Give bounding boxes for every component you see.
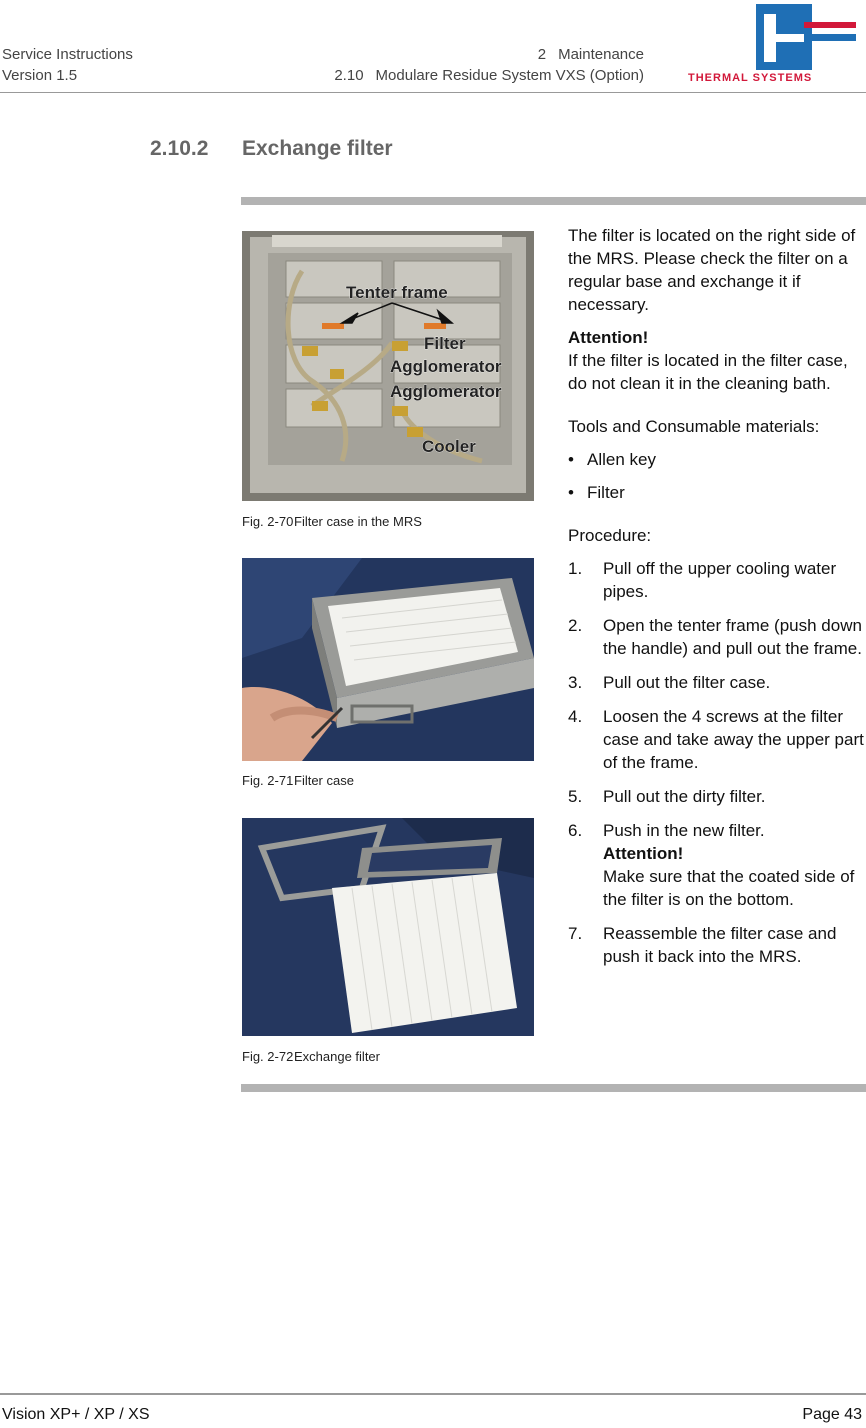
footer-product: Vision XP+ / XP / XS (2, 1406, 150, 1423)
figure-number: Fig. 2-72 (242, 1049, 294, 1064)
section-number-header: 2.10 (334, 67, 364, 84)
label-filter: Filter (424, 334, 466, 353)
section-number: 2.10.2 (150, 137, 209, 160)
list-item: • Allen key (568, 450, 656, 469)
procedure-step: 7. Reassemble the filter case and push it back into the MRS. (568, 924, 837, 966)
chapter-number: 2 (537, 46, 547, 63)
header-center (334, 44, 644, 86)
figure-caption: Filter case (294, 773, 354, 788)
step-attention-label: Attention! (603, 844, 684, 863)
attention-label: Attention! (568, 328, 649, 347)
figure-filter-case (242, 558, 534, 761)
bottom-separator-bar (241, 1084, 866, 1092)
procedure-step: 6. Push in the new filter. Attention! Make sure that the coated side of the filter is on the bottom. (568, 821, 855, 909)
footer-rule (0, 1393, 866, 1395)
tools-heading: Tools and Consumable materials: (568, 417, 820, 436)
label-agglomerator-1: Agglomerator (390, 357, 502, 376)
procedure-heading: Procedure: (568, 526, 652, 545)
attention-text: If the filter is located in the filter case, do not clean it in the cleaning bath. (568, 351, 848, 393)
figure-caption: Exchange filter (294, 1049, 380, 1064)
caption-fig-71 (242, 773, 354, 788)
caption-fig-70 (242, 514, 422, 529)
figure-number: Fig. 2-71 (242, 773, 294, 788)
figure-number: Fig. 2-70 (242, 514, 294, 529)
section-heading (150, 137, 393, 161)
caption-fig-72 (242, 1049, 380, 1064)
figure-exchange-filter (242, 818, 534, 1036)
step-note: Make sure that the coated side of the filter is on the bottom. (603, 867, 855, 909)
list-item: • Filter (568, 483, 625, 502)
header-rule (0, 92, 866, 93)
procedure-step: 1. Pull off the upper cooling water pipes. (568, 559, 837, 601)
chapter-title: Maintenance (558, 46, 644, 63)
section-title-header: Modulare Residue System VXS (Option) (375, 67, 644, 84)
top-separator-bar (241, 197, 866, 205)
procedure-step: 2. Open the tenter frame (push down the handle) and pull out the frame. (568, 616, 862, 658)
footer-page-number: Page 43 (802, 1406, 862, 1423)
figure-caption: Filter case in the MRS (294, 514, 422, 529)
intro-paragraph: The filter is located on the right side of the MRS. Please check the filter on a regular base and exchange it if necessary. (568, 226, 856, 314)
instructions-text (568, 224, 864, 979)
procedure-step: 4. Loosen the 4 screws at the filter case and take away the upper part of the frame. (568, 707, 864, 772)
section-title: Exchange filter (242, 137, 393, 160)
company-logo (684, 4, 864, 86)
figure-filter-case-mrs (242, 231, 534, 501)
procedure-step: 3. Pull out the filter case. (568, 673, 771, 692)
label-cooler: Cooler (422, 437, 476, 456)
label-agglomerator-2: Agglomerator (390, 382, 502, 401)
logo-text: THERMAL SYSTEMS (688, 72, 813, 84)
doc-type: Service Instructions (2, 46, 133, 63)
doc-version: Version 1.5 (2, 67, 78, 84)
header-left (2, 44, 133, 86)
label-tenter-frame: Tenter frame (346, 283, 448, 302)
procedure-step: 5. Pull out the dirty filter. (568, 787, 766, 806)
